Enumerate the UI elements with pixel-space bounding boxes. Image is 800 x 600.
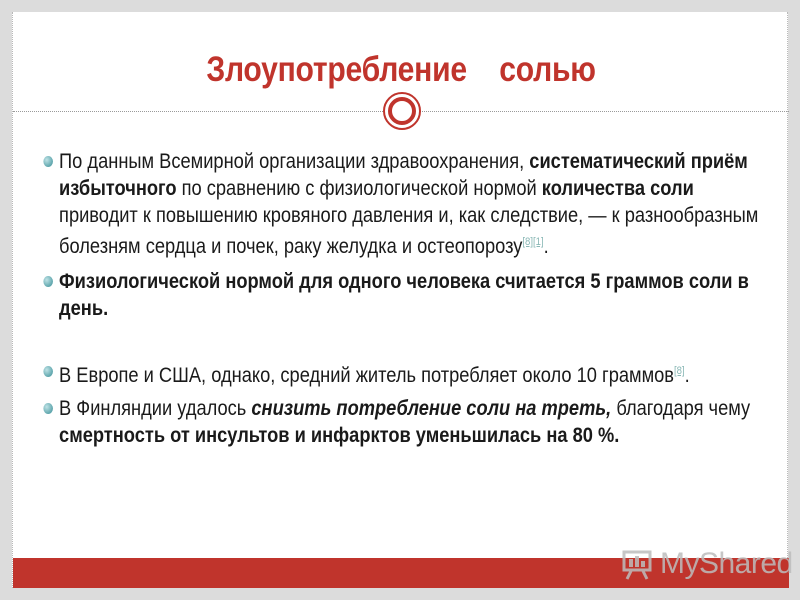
watermark [620,546,793,582]
watermark-text: MyShared [660,547,793,580]
ring-ornament-icon [383,92,421,130]
bullet-item: В Финляндии удалось снизить потребление соли на треть, благодаря чему смертность от инсультов и инфарктов уменьшилась на 80 %. [46,395,759,449]
bullet-list [46,148,781,449]
bullet-item: В Европе и США, однако, средний житель потребляет около 10 граммов[8]. [46,358,759,389]
reference-link[interactable]: [8] [674,365,685,377]
bullet-item: По данным Всемирной организации здравоохранения, систематический приём избыточного по сравнению с физиологической нормой количества соли приводит к повышению кровяного давления и, как следствие, — к разнообразным болезням сердца и почек, раку желудка и остеопорозу[8][1]. [46,148,759,260]
slide [12,12,793,588]
slide-title: Злоупотребление солью [206,50,596,89]
reference-link[interactable]: [8][1] [522,236,544,248]
bullet-item: Физиологической нормой для одного человека считается 5 граммов соли в день. [46,268,759,322]
presentation-board-icon [620,547,654,581]
